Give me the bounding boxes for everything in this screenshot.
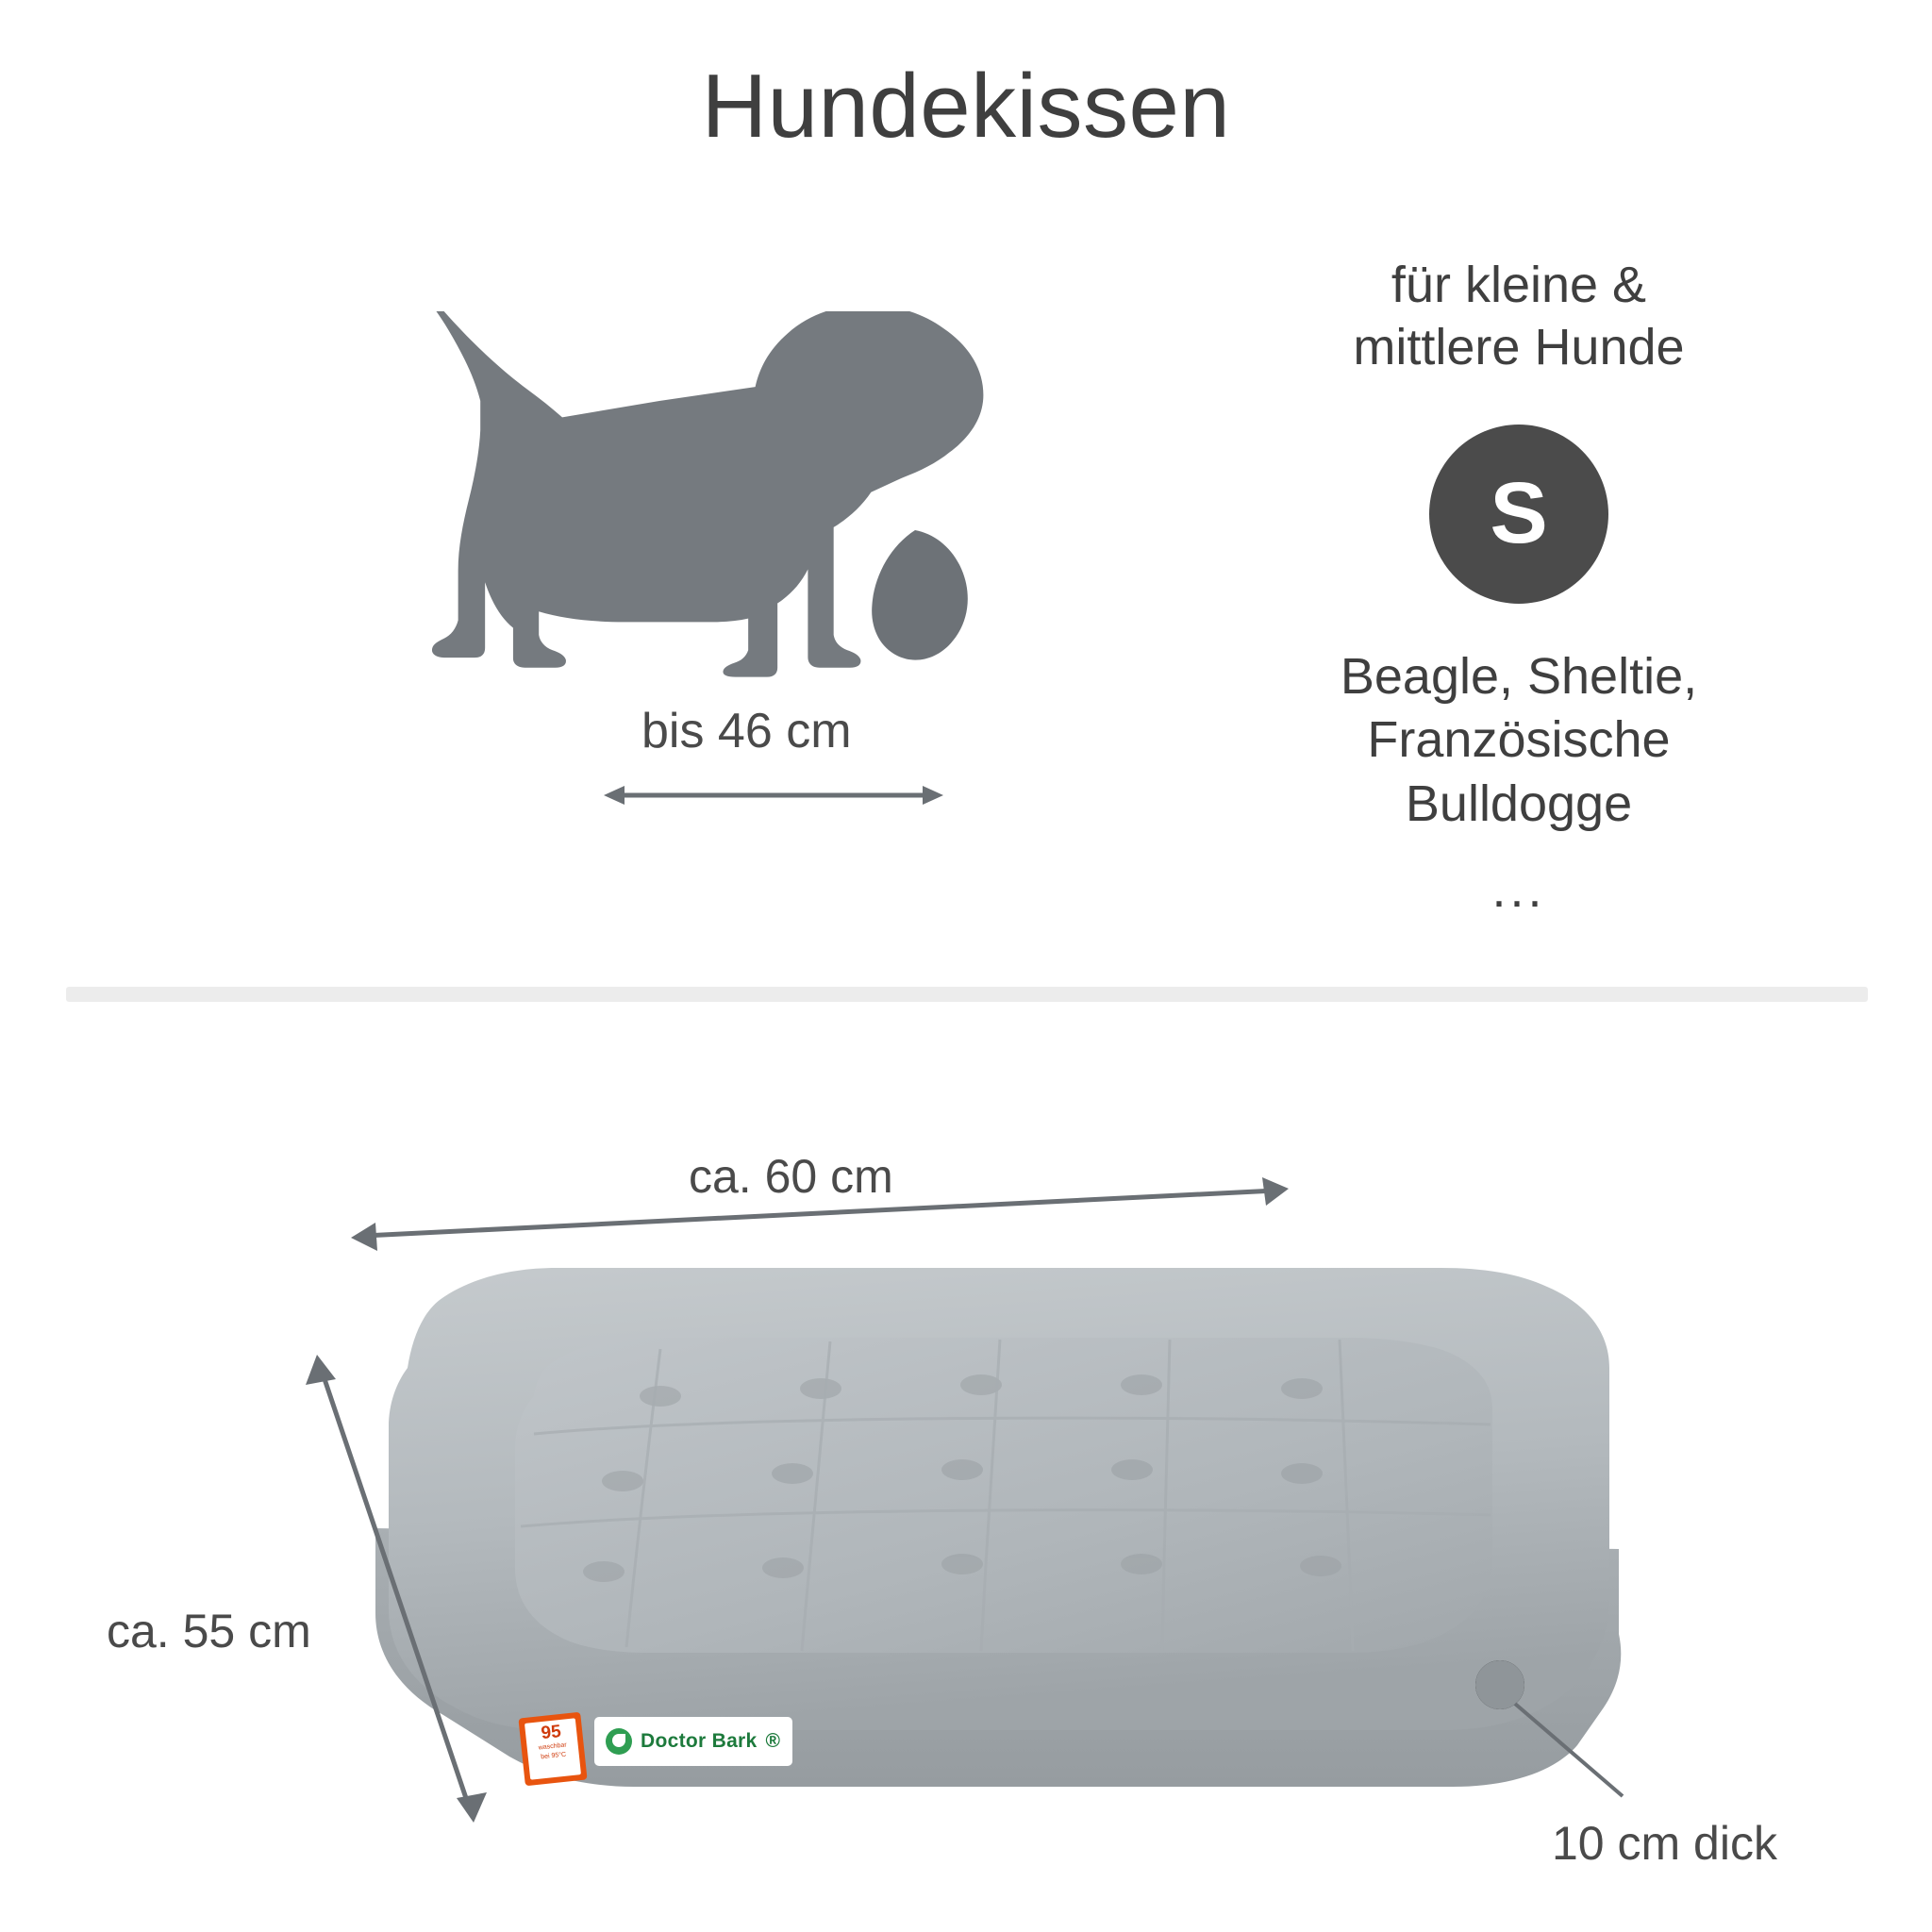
double-arrow-horizontal-icon [604,783,943,808]
brand-label [594,1717,792,1766]
dog-cushion-illustration [0,1085,1932,1932]
dog-length-label: bis 46 cm [641,704,852,758]
care-label-note-2: bei 95°C [541,1751,567,1761]
cushion-width-label: ca. 60 cm [689,1150,893,1203]
cushion-thickness-label: 10 cm dick [1552,1817,1777,1870]
page-title: Hundekissen [701,56,1231,157]
care-label-inner [525,1718,581,1779]
dog-silhouette-icon [198,311,1217,991]
breeds-line1: Beagle, Sheltie, [1340,647,1698,705]
care-label-temperature: 95 [540,1722,562,1744]
size-info-block [1255,255,1783,919]
breeds-line3: Bulldogge [1405,774,1633,832]
breeds-line2: Französische [1367,711,1671,769]
product-illustration [0,1085,1932,1932]
care-label-note-1: waschbar [538,1741,568,1752]
care-label-tag [518,1712,587,1787]
cushion-depth-label: ca. 55 cm [107,1605,311,1657]
brand-registered-mark: ® [765,1730,781,1752]
leaf-circle-icon [606,1728,632,1755]
breeds-ellipsis: ... [1491,861,1546,919]
dog-silhouette-panel [198,311,1217,991]
size-headline-line2: mittlere Hunde [1353,318,1685,375]
size-headline-line1: für kleine & [1391,257,1647,313]
brand-name: Doctor Bark [641,1730,758,1752]
size-badge: S [1429,425,1608,604]
ground-line [66,987,1868,1002]
